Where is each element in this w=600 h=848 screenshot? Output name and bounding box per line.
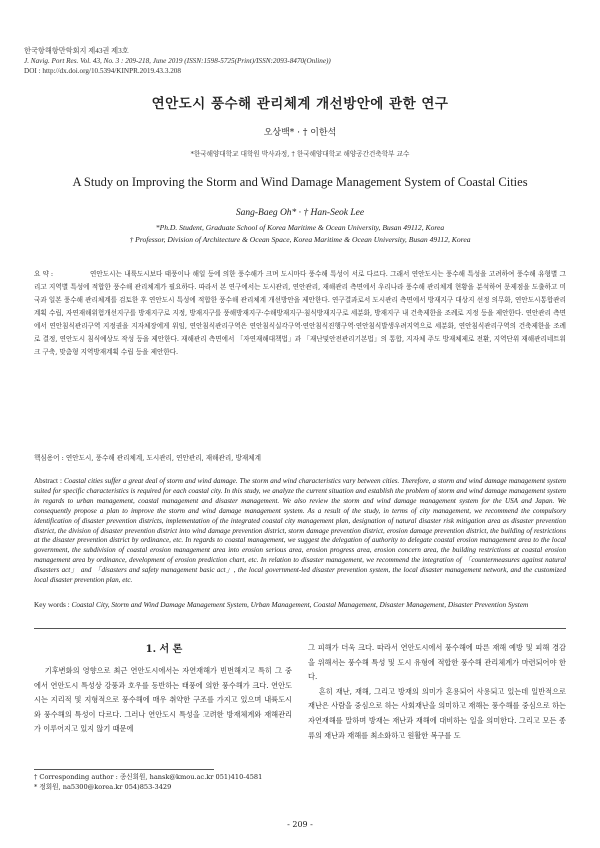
authors-kr: 오상백* · † 이한석 (263, 128, 337, 138)
footnote-rule (34, 769, 214, 770)
journal-citation: J. Navig. Port Res. Vol. 43, No. 3 : 209-218, June 2019 (ISSN:1598-5725(Print)/ISSN:2093-8470(Online)) (24, 57, 331, 65)
keywords-kr-text: 연안도시, 풍수해 관리체계, 도시관리, 연안관리, 재해관리, 방재체계 (65, 454, 261, 462)
section-heading: 1. 서 론 (145, 644, 183, 655)
page-number: - 209 - (287, 820, 313, 829)
abstract-en-text: Coastal cities suffer a great deal of storm and wind damage. The storm and wind characteristics vary between cities. Therefore, a storm and wind damage management system suited for specific characteristics is required for each coastal city. In this study, we analyze the current situation and establish the problem of storm and wind damage management system in regards to urban management, coastal management and disaster management. We also review the storm and wind damage management system for the USA and Japan. We consequently propose a plan to improve the storm and wind damage management system. As a result of the study, in terms of city management, we recommend the compulsory identification of disaster prevention districts, implementation of the integrated coastal city management plan, designation of natural disaster risk mitigation area as disaster prevention district, the division of disaster prevention district into wind damage prevention district, storm damage prevention district, erosion damage prevention district, the building of restrictions at the disaster prevention district by ordinance, etc. In regards to coastal management, we suggest the delegation of authority to delegate coastal erosion management area to the local government, the subdivision of coastal erosion management area into erosion serious area, erosion progress area, erosion concern area, the building restrictions at coastal erosion management area by ordinance, development of erosion prediction chart, etc. In relation to disaster management, we recommend the integration of 「countermeasures against natural disasters act」 and 「disasters and safety management basic act」, the local government-led disaster prevention system, the local disaster management network, and the customized local disaster prevention plan, etc. (34, 477, 566, 585)
section-divider (34, 628, 566, 629)
keywords-kr-label: 핵심용어 : (34, 454, 64, 462)
affiliation-en (0, 222, 600, 246)
footnotes (34, 772, 262, 792)
journal-name-kr: 한국항해항만학회지 제43권 제3호 (24, 47, 129, 55)
keywords-kr (34, 452, 261, 462)
abstract-kr-label: 요 약 : (34, 270, 54, 278)
body-column-right (308, 641, 566, 743)
abstract-kr-text: 연안도시는 내륙도시보다 태풍이나 해일 등에 의한 풍수해가 크며 도시마다 풍수해 특성이 서로 다르다. 그래서 연안도시는 풍수해 특성을 고려하여 풍수해 유형별 그리고 지역별 특성에 적합한 풍수해 관리체계가 필요하다. 따라서 본 연구에서는 도시관리, 연안관리, 재해관리 측면에서 우리나라 풍수해 관리체계 현황을 분석하여 문제점을 도출하고 미국과 일본 풍수해 관리체계를 검토한 후 연안도시 특성에 적합한 풍수해 관리체계 개선방안을 제안한다. 연구결과로서 도시관리 측면에서 방재지구 대상지 선정 의무화, 연안도시통합관리계획 수립, 자연재해위험개선지구를 방재지구로 지정, 방재지구를 풍해방재지구·수해방재지구·침식방재지구로 세분화, 방재지구 내 건축제한을 조례로 지정 등을 제안한다. 연안관리 측면에서 연안침식관리구역 지정권을 지자체장에게 위임, 연안침식관리구역은 연안침식실각구역·연안침식진행구역·연안침식발생우려지역으로 세분화, 연안침식관리구역의 건축제한을 조례로 결정, 연안도시 침식예상도 작성 등을 제안한다. 재해관리 측면에서 「자연재해대책법」과 「재난및안전관리기본법」의 통합, 지자체 주도 방재체제로 전환, 지역단위 재해관리네트워크 구축, 맞춤형 지역방재계획 수립 등을 제안한다. (34, 270, 566, 356)
doi-link[interactable]: DOI : http://dx.doi.org/10.5394/KINPR.2019.43.3.208 (24, 67, 181, 75)
affiliation-kr: *한국해양대학교 대학원 박사과정, † 한국해양대학교 해양공간건축학부 교수 (190, 150, 410, 158)
keywords-en (34, 600, 566, 610)
keywords-en-text: Coastal City, Storm and Wind Damage Management System, Urban Management, Coastal Management, Disaster Management, Disaster Prevention System (71, 600, 529, 609)
footnote-member: * 정회원, na5300@korea.kr 054)853-3429 (34, 783, 172, 791)
body-paragraph: 기후변화의 영향으로 최근 연안도시에서는 자연재해가 빈번해지고 특히 그 중에서 연안도시 특성상 강풍과 호우를 동반하는 태풍에 의한 풍수해가 크다. 연안도시는 지리적 및 지형적으로 풍수해에 매우 취약한 구조를 가지고 있으며 내륙도시와 풍수해의 특성이 다르다. 그러나 연안도시 특성을 고려한 방재체계와 재해관리가 이루어지고 있지 않기 때문에 (34, 666, 292, 734)
body-column-left (34, 664, 292, 737)
journal-header (24, 46, 331, 76)
keywords-en-label: Key words : (34, 600, 70, 609)
footnote-corresponding: † Corresponding author : 종신회원, hansk@kmou.ac.kr 051)410-4581 (34, 773, 263, 781)
affiliation-en-line-2: † Professor, Division of Architecture & Ocean Space, Korea Maritime & Ocean University, Busan 49112, Korea (129, 235, 471, 244)
body-paragraph: 흔히 재난, 재해, 그리고 방재의 의미가 혼용되어 사용되고 있는데 일반적으로 재난은 사람을 중심으로 하는 사회재난을 의미하고 재해는 풍수해를 중심으로 하는 자연재해를 말하며 방재는 재난과 재해에 대비하는 일을 의미한다. 그리고 모든 종류의 재난과 재해를 최소화하고 원활한 복구를 도 (308, 686, 566, 740)
abstract-en (34, 477, 566, 586)
abstract-en-label: Abstract : (34, 477, 62, 485)
title-kr: 연안도시 풍수해 관리체계 개선방안에 관한 연구 (151, 96, 449, 112)
title-en: A Study on Improving the Storm and Wind Damage Management System of Coastal Cities (72, 175, 528, 189)
authors-en: Sang-Baeg Oh* · † Han-Seok Lee (235, 208, 365, 218)
affiliation-en-line-1: *Ph.D. Student, Graduate School of Korea Maritime & Ocean University, Busan 49112, Korea (155, 223, 445, 232)
abstract-kr (34, 268, 566, 359)
body-paragraph: 그 피해가 더욱 크다. 따라서 연안도시에서 풍수해에 따른 재해 예방 및 피해 경감을 위해서는 풍수해 특성 및 도시 유형에 적합한 풍수해 관리체계가 마련되어야 한다. (308, 643, 566, 682)
